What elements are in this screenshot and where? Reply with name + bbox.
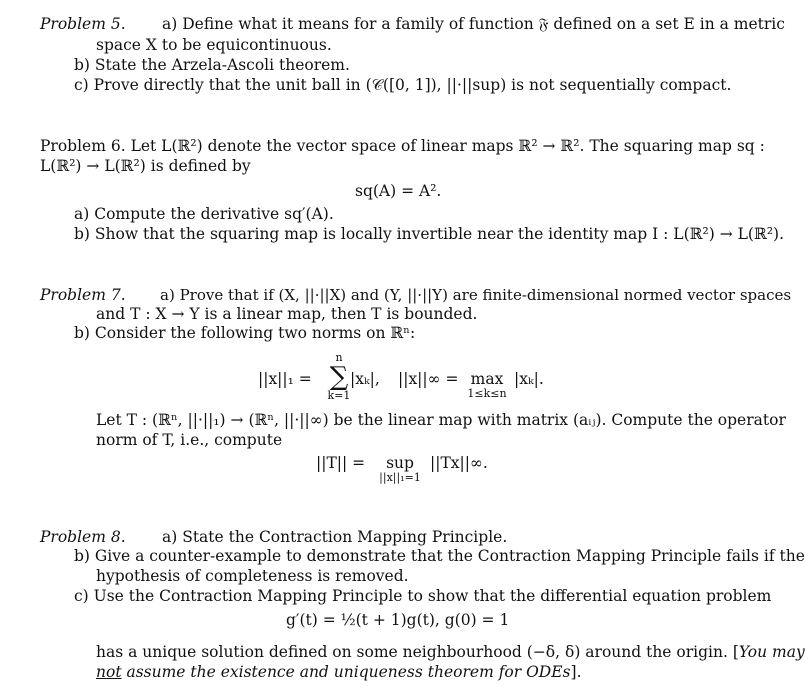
problem7-b: b) Consider the following two norms on ℝⁿ:: [74, 324, 416, 342]
sup-operator: [374, 453, 426, 483]
sum-lower-limit: k=1: [327, 389, 351, 402]
problem8-c-line1: c) Use the Contraction Mapping Principle to show that the differential equation problem: [74, 587, 772, 605]
problem8-b-line1: b) Give a counter-example to demonstrate that the Contraction Mapping Principle fails if the: [74, 547, 805, 565]
max-operator: [464, 369, 510, 399]
problem5-c: c) Prove directly that the unit ball in (𝒞([0, 1]), ||·||sup) is not sequentially compact.: [74, 76, 732, 94]
problem5-a-line1: a) Define what it means for a family of function 𝔉 defined on a set E in a metric: [162, 15, 785, 33]
norm1-lhs: ||x||₁ =: [258, 370, 312, 388]
norminf-lhs: ||x||∞ =: [398, 370, 459, 388]
solution-note: You may: [738, 643, 805, 661]
problem5-a-line2: space X to be equicontinuous.: [96, 36, 332, 54]
norminf-rhs: |xₖ|.: [514, 370, 544, 388]
sum-symbol: ∑: [329, 362, 349, 392]
problem6-b: b) Show that the squaring map is locally invertible near the identity map I : L(ℝ²) → L(ℝ²).: [74, 225, 785, 243]
problem7-label: Problem 7.: [40, 286, 126, 304]
problem7-a-line2: and T : X → Y is a linear map, then T is bounded.: [96, 305, 478, 323]
problem6-equation: sq(A) = A².: [355, 182, 442, 200]
problem6-intro-line1: Problem 6. Let L(ℝ²) denote the vector space of linear maps ℝ² → ℝ². The squaring map sq :: [40, 137, 765, 155]
opnorm-lhs: ||T|| =: [316, 454, 366, 472]
not-emphasis: not: [96, 663, 122, 681]
sum-symbol-block: [327, 352, 351, 402]
opnorm-rhs: ||Tx||∞.: [430, 454, 488, 472]
problem7-let-line1: Let T : (ℝⁿ, ||·||₁) → (ℝⁿ, ||·||∞) be the linear map with matrix (aᵢⱼ). Compute the operator: [96, 411, 786, 429]
max-subscript: 1≤k≤n: [467, 387, 507, 400]
problem8-solution-line1: [96, 642, 805, 662]
problem8-label: Problem 8.: [40, 528, 126, 546]
problem6-intro-line2: L(ℝ²) → L(ℝ²) is defined by: [40, 157, 251, 175]
problem7-let-line2: norm of T, i.e., compute: [96, 431, 283, 449]
problem5-label: Problem 5.: [40, 15, 126, 33]
sum-upper-limit: n: [335, 351, 343, 364]
problem6-a: a) Compute the derivative sq′(A).: [74, 205, 334, 223]
ode-equation: g′(t) = ½(t + 1)g(t), g(0) = 1: [286, 611, 510, 629]
problem7-a-line1: a) Prove that if (X, ||·||X) and (Y, ||·||Y) are finite-dimensional normed vector spaces: [160, 286, 792, 304]
problem8-a: a) State the Contraction Mapping Principle.: [162, 528, 508, 546]
sup-subscript: ||x||₁=1: [379, 471, 421, 484]
max-word: max: [470, 370, 504, 388]
solution-end: ].: [570, 663, 582, 681]
sup-word: sup: [386, 454, 414, 472]
problem5-b: b) State the Arzela-Ascoli theorem.: [74, 56, 350, 74]
problem8-b-line2: hypothesis of completeness is removed.: [96, 567, 409, 585]
solution-text: has a unique solution defined on some neighbourhood (−δ, δ) around the origin. [: [96, 643, 739, 661]
norm1-rhs: |xₖ|,: [350, 370, 380, 388]
problem8-solution-line2: [96, 662, 582, 682]
solution-note-rest: assume the existence and uniqueness theorem for ODEs: [121, 663, 571, 681]
